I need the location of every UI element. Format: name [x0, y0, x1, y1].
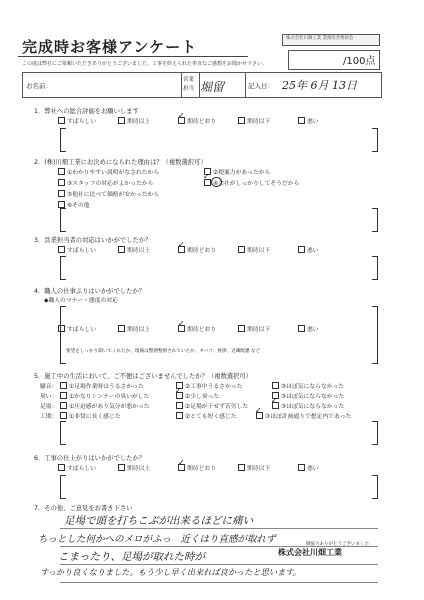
answer-bracket-left: [60, 208, 66, 232]
checkbox[interactable]: [298, 325, 305, 332]
question-1-label: 1．弊社への総合評価をお願いします: [34, 108, 139, 115]
q3-option-excellent[interactable]: すばらしい: [58, 245, 96, 254]
q2-option-1[interactable]: ①わかりやすい説明がなされたから: [58, 167, 159, 176]
q1-option-expected[interactable]: 期待どおり: [178, 116, 216, 125]
answer-bracket-right: [372, 306, 378, 364]
checkbox[interactable]: [58, 464, 65, 471]
q5-smell-option-1[interactable]: ①かなりシンナーの臭いがした: [60, 391, 149, 400]
q2-option-5[interactable]: ⑤他社に比べて価格が安かったから: [58, 189, 159, 198]
checkbox[interactable]: [58, 179, 65, 186]
checkbox[interactable]: [298, 117, 305, 124]
q3-option-expected[interactable]: 期待どおり: [178, 245, 216, 254]
thanks-note: 御協力ありがとうございました: [306, 542, 369, 547]
survey-title: 完成時お客様アンケート: [22, 38, 198, 56]
checkbox[interactable]: [118, 464, 125, 471]
checkbox[interactable]: [118, 325, 125, 332]
handwritten-comment-line-1: 足場で頭を打ちこぶが出来るほどに痛い: [64, 515, 253, 527]
handwritten-comment-line-2: ちっとした何かへのメロがふっ 近くはり直感が取れず: [38, 534, 276, 545]
question-4-label: 4．職人の仕事ぶりはいかがでしたか？: [34, 288, 146, 295]
q5-row-period-label: 工期：: [40, 414, 58, 420]
q3-option-bad[interactable]: 悪い: [298, 245, 319, 254]
q5-noise-option-1[interactable]: ①足場作業時はうるさかった: [60, 381, 144, 390]
q5-period-option-1[interactable]: ①非常に長く感じた: [60, 411, 121, 420]
circled-choice-mark: [211, 177, 222, 187]
checkbox[interactable]: [298, 464, 305, 471]
check-mark-icon: ✓: [178, 319, 185, 328]
answer-bracket-right: [372, 475, 378, 499]
survey-intro: この度は弊社にご依頼いただきありがとうございました。工事を終えられた率直なご感想をお聞かせ下さい。: [22, 61, 268, 67]
checkbox[interactable]: [60, 412, 67, 419]
checkbox[interactable]: [238, 325, 245, 332]
check-mark-icon: ✓: [178, 240, 185, 249]
q5-scaffold-option-1[interactable]: ①圧迫感があり気分が悪かった: [60, 401, 150, 410]
checkbox[interactable]: [58, 168, 65, 175]
handwritten-comment-line-3: こまったり、足場が取れた時が: [58, 551, 205, 563]
title-underline: [18, 56, 248, 57]
check-mark-icon: ✓: [271, 396, 278, 405]
sales-label-2: 担当: [183, 86, 195, 92]
q1-option-excellent[interactable]: すばらしい: [58, 116, 96, 125]
company-name: 株式会社川畑工業: [278, 548, 342, 557]
check-mark-icon: ✓: [178, 458, 185, 467]
q4-option-below[interactable]: 期待以下: [238, 324, 270, 333]
q4-option-excellent[interactable]: すばらしい: [58, 324, 96, 333]
q4-option-bad[interactable]: 悪い: [298, 324, 319, 333]
q2-option-2[interactable]: ②提案力があったから: [204, 167, 270, 176]
q4-option-above[interactable]: 期待以上: [118, 324, 150, 333]
q5-noise-option-2[interactable]: ②工事中うるさかった: [176, 381, 242, 390]
q5-noise-option-3[interactable]: ③ほぼ気にならなかった: [272, 381, 344, 390]
checkbox[interactable]: [238, 117, 245, 124]
checkbox[interactable]: [238, 246, 245, 253]
answer-bracket-left: [60, 306, 66, 364]
checkbox[interactable]: [60, 382, 67, 389]
checkbox[interactable]: [58, 117, 65, 124]
sales-label: 営業: [183, 77, 195, 83]
check-mark-icon: ✓: [255, 406, 262, 415]
answer-bracket-left: [60, 256, 66, 280]
q2-option-4[interactable]: ④会社がしっかりしてそうだから: [204, 178, 299, 187]
q5-smell-option-2[interactable]: ②少し臭った: [176, 391, 219, 400]
answer-bracket-right: [372, 256, 378, 280]
checkbox[interactable]: [60, 392, 67, 399]
date-label: 記入日：: [248, 82, 274, 90]
checkbox[interactable]: [118, 117, 125, 124]
q5-scaffold-option-2[interactable]: ②足場が干せず苦労した: [176, 401, 248, 410]
check-mark-icon: ✓: [203, 172, 210, 181]
checkbox[interactable]: [272, 382, 279, 389]
q5-period-option-3[interactable]: ③ほぼ計画通りで想定内であった: [256, 411, 351, 420]
checkbox[interactable]: [60, 402, 67, 409]
q5-row-smell-label: 臭い：: [40, 394, 58, 400]
checkbox[interactable]: [298, 246, 305, 253]
answer-bracket-right: [372, 208, 378, 232]
q2-option-6[interactable]: ⑥その他: [58, 200, 90, 209]
q5-row-scaffold-label: 足場：: [40, 404, 58, 410]
q5-smell-option-3[interactable]: ③ほぼ気にならなかった: [272, 391, 344, 400]
q1-option-above[interactable]: 期待以上: [118, 116, 150, 125]
q5-period-option-2[interactable]: ②とても短く感じた: [176, 411, 237, 420]
q6-option-below[interactable]: 期待以下: [238, 463, 270, 472]
question-2-label: 2．(株)川畑工業にお決めになられた理由は？（複数選択可）: [34, 159, 207, 166]
name-label: お名前：: [26, 82, 52, 90]
q4-option-expected[interactable]: 期待どおり: [178, 324, 216, 333]
question-4-note: 要望をしっかり聞いてくれたか、現場は整理整頓されていたか、タバコ、挨拶、近隣配慮 など: [66, 349, 261, 354]
checkbox[interactable]: [176, 412, 183, 419]
comment-ruled-line: [60, 582, 378, 583]
q5-row-noise-label: 騒音：: [40, 384, 58, 390]
q3-option-below[interactable]: 期待以下: [238, 245, 270, 254]
checkbox[interactable]: [176, 402, 183, 409]
q6-option-above[interactable]: 期待以上: [118, 463, 150, 472]
q6-option-excellent[interactable]: すばらしい: [58, 463, 96, 472]
comment-ruled-line: [60, 528, 378, 529]
question-7-label: 7．その他、ご意見をお書き下さい: [34, 505, 133, 512]
checkbox[interactable]: [58, 190, 65, 197]
question-6-label: 6．工事の仕上がりはいかがでしたか？: [34, 455, 146, 462]
check-mark-icon: ✓: [175, 386, 182, 395]
check-mark-icon: ✓: [178, 111, 185, 120]
checkbox[interactable]: [118, 246, 125, 253]
checkbox[interactable]: [58, 201, 65, 208]
q6-option-expected[interactable]: 期待どおり: [178, 463, 216, 472]
date-value: 25年 6月 13日: [282, 79, 357, 92]
q1-option-below[interactable]: 期待以下: [238, 116, 270, 125]
checkbox[interactable]: [58, 246, 65, 253]
answer-bracket-left: [60, 421, 66, 445]
answer-bracket-right: [372, 421, 378, 445]
q5-scaffold-option-3[interactable]: ③ほぼ気にならなかった: [272, 401, 344, 410]
name-row-divider: [245, 73, 246, 97]
stamp-text: 株式会社川畑工業 業務改善委員会: [286, 36, 354, 41]
score-text: /100点: [343, 56, 376, 67]
question-5-label: 5．施工中の生活において、ご不便はございませんでしたか？（複数選択可）: [34, 373, 252, 380]
answer-bracket-left: [60, 128, 66, 152]
comment-ruled-line: [60, 564, 378, 565]
checkbox[interactable]: [238, 464, 245, 471]
sales-person-name: 堀留: [200, 80, 225, 94]
q6-option-bad[interactable]: 悪い: [298, 463, 319, 472]
q3-option-above[interactable]: 期待以上: [118, 245, 150, 254]
answer-bracket-left: [60, 475, 66, 499]
answer-bracket-right: [372, 128, 378, 152]
question-3-label: 3．営業担当者の対応はいかがでしたか？: [34, 237, 152, 244]
q2-option-3[interactable]: ③スタッフの対応がよかったから: [58, 178, 153, 187]
question-4-sub: ◆職人のマナー・態度の対応: [44, 298, 119, 304]
handwritten-comment-line-4: すっかり良くなりました。もう少し早く出来れば良かったと思います。: [40, 567, 301, 577]
q1-option-bad[interactable]: 悪い: [298, 116, 319, 125]
name-row-divider: [181, 73, 182, 97]
